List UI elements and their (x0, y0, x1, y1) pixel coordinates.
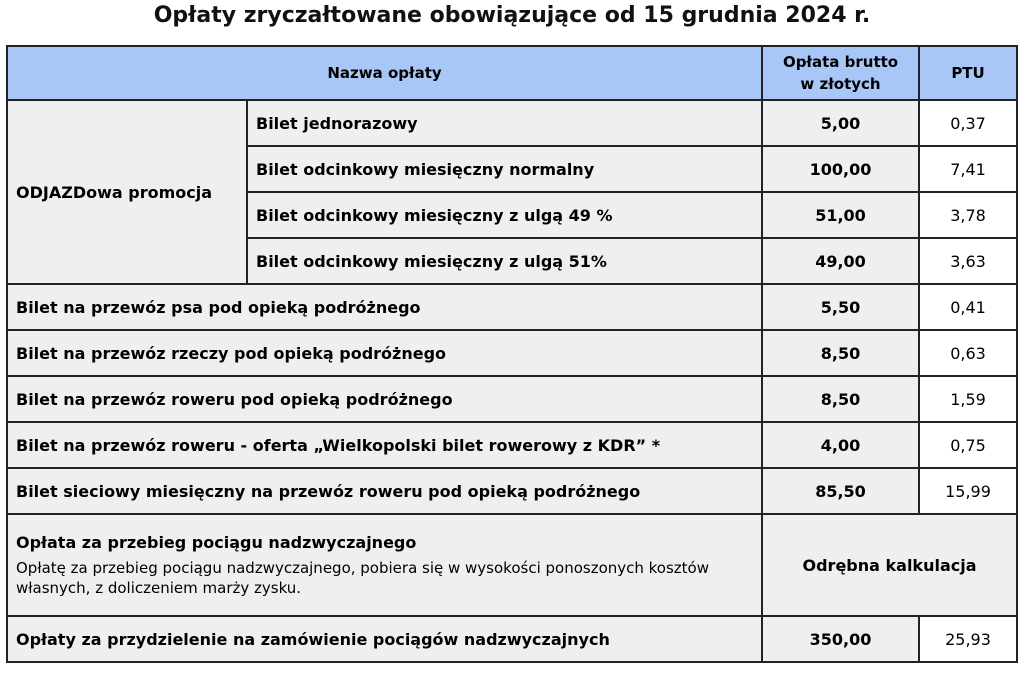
page-title: Opłaty zryczałtowane obowiązujące od 15 grudnia 2024 r. (153, 3, 871, 28)
special-row (7, 514, 1017, 616)
row-brutto: 5,00 (762, 100, 919, 146)
special-name: Opłata za przebieg pociągu nadzwyczajnego (16, 532, 417, 552)
table-row (7, 330, 1017, 376)
header-brutto-line1: Opłata brutto (782, 53, 899, 71)
row-brutto: 100,00 (762, 146, 919, 192)
table-row (7, 616, 1017, 662)
table-row (7, 376, 1017, 422)
row-ptu: 0,75 (919, 422, 1017, 468)
special-value: Odrębna kalkulacja (762, 514, 1017, 616)
row-name: Bilet na przewóz rzeczy pod opieką podróżnego (7, 330, 762, 376)
header-name: Nazwa opłaty (7, 46, 762, 100)
row-brutto: 85,50 (762, 468, 919, 514)
row-ptu: 15,99 (919, 468, 1017, 514)
special-cell (7, 514, 762, 616)
row-ptu: 0,63 (919, 330, 1017, 376)
row-brutto: 5,50 (762, 284, 919, 330)
group-label: ODJAZDowa promocja (7, 100, 247, 284)
row-ptu: 3,78 (919, 192, 1017, 238)
special-description: Opłatę za przebieg pociągu nadzwyczajnego, pobiera się w wysokości ponoszonych kosztów własnych, z doliczeniem marży zysku. (16, 558, 710, 597)
row-name: Bilet odcinkowy miesięczny z ulgą 49 % (247, 192, 762, 238)
table-row (7, 422, 1017, 468)
table-row (7, 100, 1017, 146)
header-brutto (762, 46, 919, 100)
fees-table (6, 45, 1018, 663)
row-brutto: 51,00 (762, 192, 919, 238)
row-name: Opłaty za przydzielenie na zamówienie pociągów nadzwyczajnych (7, 616, 762, 662)
header-ptu: PTU (919, 46, 1017, 100)
header-brutto-line2: w złotych (800, 75, 881, 93)
row-brutto: 49,00 (762, 238, 919, 284)
table-row (7, 284, 1017, 330)
table-row (7, 468, 1017, 514)
row-brutto: 8,50 (762, 376, 919, 422)
row-name: Bilet na przewóz psa pod opieką podróżnego (7, 284, 762, 330)
row-name: Bilet sieciowy miesięczny na przewóz roweru pod opieką podróżnego (7, 468, 762, 514)
row-name: Bilet na przewóz roweru - oferta „Wielkopolski bilet rowerowy z KDR” * (7, 422, 762, 468)
row-brutto: 8,50 (762, 330, 919, 376)
row-name: Bilet jednorazowy (247, 100, 762, 146)
row-ptu: 25,93 (919, 616, 1017, 662)
row-ptu: 3,63 (919, 238, 1017, 284)
row-name: Bilet odcinkowy miesięczny z ulgą 51% (247, 238, 762, 284)
row-ptu: 7,41 (919, 146, 1017, 192)
row-ptu: 1,59 (919, 376, 1017, 422)
row-name: Bilet odcinkowy miesięczny normalny (247, 146, 762, 192)
row-ptu: 0,37 (919, 100, 1017, 146)
row-brutto: 350,00 (762, 616, 919, 662)
row-brutto: 4,00 (762, 422, 919, 468)
row-ptu: 0,41 (919, 284, 1017, 330)
row-name: Bilet na przewóz roweru pod opieką podróżnego (7, 376, 762, 422)
table-header-row (7, 46, 1017, 100)
